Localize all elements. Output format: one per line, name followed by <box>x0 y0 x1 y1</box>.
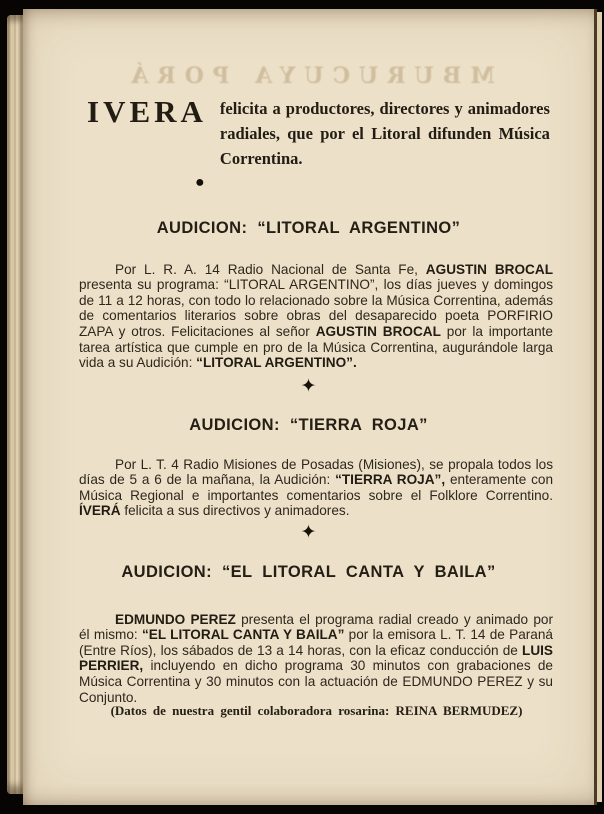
masthead-tagline: felicita a productores, directores y animadores radiales, que por el Litoral difunden Música Correntina. <box>219 99 550 168</box>
text-segment: enteramente con Música Regional e importantes comentarios sobre el Folklore Correntino. <box>79 472 554 503</box>
section-heading-litoral-argentino: AUDICION: “LITORAL ARGENTINO” <box>156 219 461 237</box>
brand-title: IVERA <box>87 94 207 129</box>
text-segment: por la importante tarea artística que cumple en pro de la Música Correntina, augurándole larga vida a su Audición: <box>79 323 553 371</box>
text-segment: “EL LITORAL CANTA Y BAILA” <box>141 627 345 643</box>
section-paragraph-tierra-roja <box>79 457 553 519</box>
text-segment: AGUSTIN BROCAL <box>315 323 441 339</box>
text-segment: LUIS PERRIER, <box>79 642 553 674</box>
section-paragraph-litoral-argentino <box>79 262 553 371</box>
text-segment: incluyendo en dicho programa 30 minutos con grabaciones de Música Correntina y 30 minutos con la actuación de EDMUNDO PEREZ y su Conjunto. <box>79 658 553 705</box>
star-divider-icon: ✦ <box>300 522 317 543</box>
text-segment: ÍVERÁ <box>79 503 121 519</box>
section-paragraph-el-litoral-canta-y-baila <box>79 612 553 706</box>
text-segment: presenta el programa radial creado y animado por él mismo: <box>79 611 553 643</box>
text-segment: Por L. R. A. 14 Radio Nacional de Santa Fe, <box>115 261 426 277</box>
text-segment: “LITORAL ARGENTINO”. <box>196 355 357 371</box>
text-segment: presenta su programa: “LITORAL ARGENTINO”, los días jueves y domingos de 11 a 12 horas, con todo lo relacionado sobre la Música Correntina, además de comentarios literarios sobre obras del desaparecido poeta PORFIRIO ZAPA y otros. Felicitaciones al señor <box>79 277 553 339</box>
star-divider-icon: ✦ <box>300 376 317 397</box>
book-page-edges <box>7 15 23 794</box>
text-segment: por la emisora L. T. 14 de Paraná (Entre Ríos), los sábados de 13 a 14 horas, con la eficaz conducción de <box>79 627 553 658</box>
text-segment: “TIERRA ROJA”, <box>335 472 446 488</box>
footer-credit-note: (Datos de nuestra gentil colaboradora rosarina: REINA BERMUDEZ) <box>110 703 523 718</box>
scanned-page <box>23 9 597 805</box>
section-heading-el-litoral-canta-y-baila: AUDICION: “EL LITORAL CANTA Y BAILA” <box>121 563 496 581</box>
ghost-bleed-through-text: MBURUCUYA PORÁ <box>122 63 495 89</box>
bullet-icon: ● <box>195 174 205 191</box>
text-segment: AGUSTIN BROCAL <box>425 261 553 277</box>
text-segment: felicita a sus directivos y animadores. <box>120 503 350 519</box>
text-segment: Por L. T. 4 Radio Misiones de Posadas (Misiones), se propala todos los días de 5 a 6 de la mañana, la Audición: <box>79 456 553 488</box>
section-heading-tierra-roja: AUDICION: “TIERRA ROJA” <box>189 416 428 434</box>
masthead <box>87 96 567 171</box>
text-segment: EDMUNDO PEREZ <box>115 611 236 627</box>
